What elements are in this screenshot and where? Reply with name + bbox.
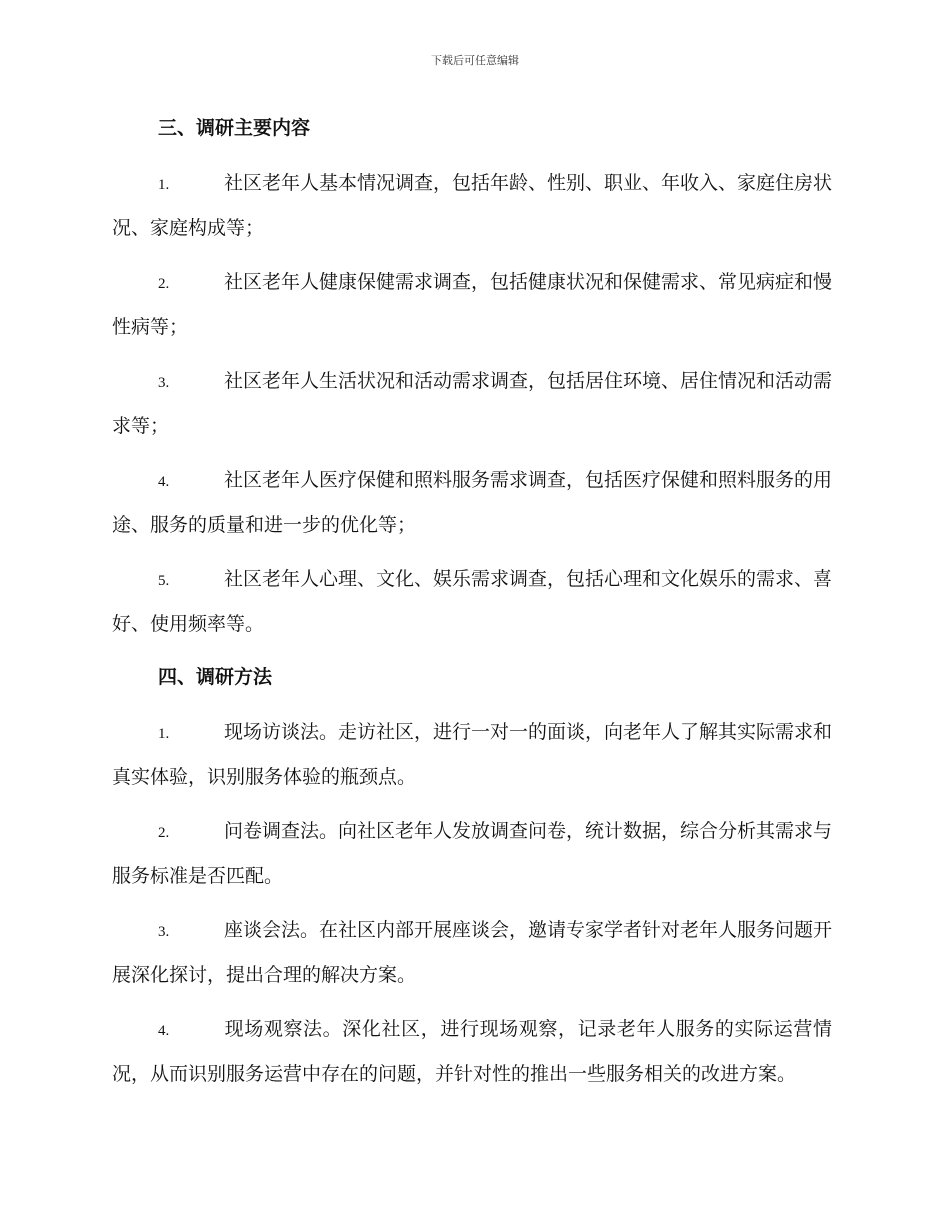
list-item-number: 3. bbox=[158, 924, 170, 940]
list-item-text: 社区老年人生活状况和活动需求调查，包括居住环境、居住情况和活动需求等； bbox=[112, 370, 833, 437]
list-item bbox=[112, 162, 832, 250]
page-header-note: 下载后可任意编辑 bbox=[431, 54, 519, 67]
list-item-text: 问卷调查法。向社区老年人发放调查问卷，统计数据，综合分析其需求与服务标准是否匹配。 bbox=[112, 820, 833, 887]
list-item-text: 社区老年人医疗保健和照料服务需求调查，包括医疗保健和照料服务的用途、服务的质量和进一步的优化等； bbox=[112, 469, 833, 536]
list-item-number: 5. bbox=[158, 573, 170, 589]
list-item-text: 现场访谈法。走访社区，进行一对一的面谈，向老年人了解其实际需求和真实体验，识别服务体验的瓶颈点。 bbox=[112, 721, 833, 788]
list-item bbox=[112, 810, 832, 898]
section-heading-content: 三、调研主要内容 bbox=[158, 117, 311, 139]
list-item-text: 社区老年人基本情况调查，包括年龄、性别、职业、年收入、家庭住房状况、家庭构成等； bbox=[112, 172, 833, 239]
list-item-text: 现场观察法。深化社区，进行现场观察，记录老年人服务的实际运营情况，从而识别服务运营中存在的问题，并针对性的推出一些服务相关的改进方案。 bbox=[112, 1018, 832, 1085]
list-item-number: 4. bbox=[158, 1023, 170, 1039]
list-item bbox=[112, 360, 832, 448]
list-item-number: 3. bbox=[158, 375, 170, 391]
list-item-number: 1. bbox=[158, 726, 170, 742]
document-body bbox=[112, 108, 832, 1107]
list-item-number: 1. bbox=[158, 177, 170, 193]
list-item-text: 社区老年人心理、文化、娱乐需求调查，包括心理和文化娱乐的需求、喜好、使用频率等。 bbox=[112, 568, 833, 635]
list-item bbox=[112, 1008, 832, 1096]
list-item-number: 2. bbox=[158, 825, 170, 841]
list-item bbox=[112, 459, 832, 547]
list-item bbox=[112, 711, 832, 799]
list-item-number: 4. bbox=[158, 474, 170, 490]
list-item-text: 社区老年人健康保健需求调查，包括健康状况和保健需求、常见病症和慢性病等； bbox=[112, 271, 833, 338]
list-item bbox=[112, 261, 832, 349]
list-item bbox=[112, 909, 832, 997]
list-item bbox=[112, 558, 832, 646]
list-item-number: 2. bbox=[158, 276, 170, 292]
list-item-text: 座谈会法。在社区内部开展座谈会，邀请专家学者针对老年人服务问题开展深化探讨，提出合理的解决方案。 bbox=[112, 919, 833, 986]
section-heading-methods: 四、调研方法 bbox=[158, 666, 273, 688]
